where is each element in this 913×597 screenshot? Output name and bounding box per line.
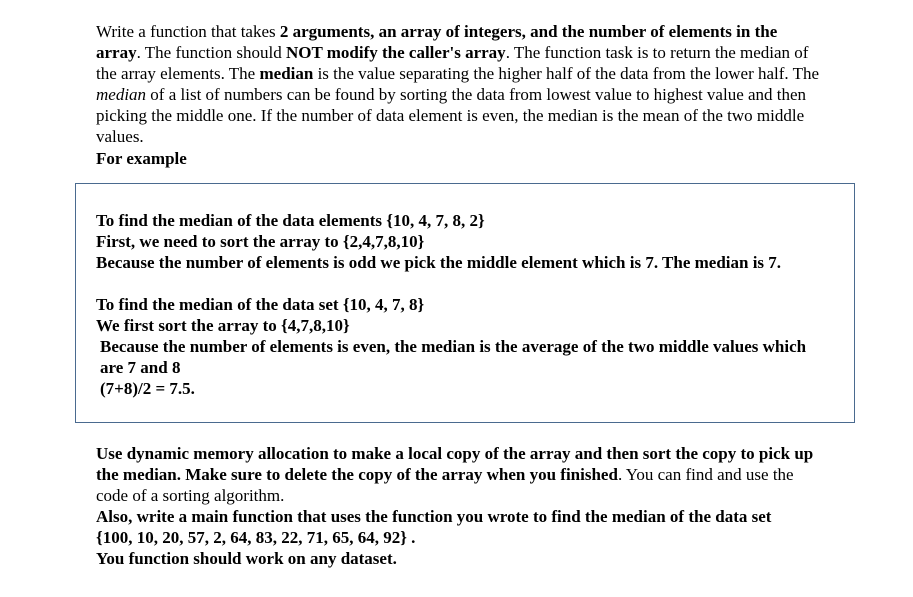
even-example-line-1: To find the median of the data set {10, 4, 7, 8} xyxy=(96,295,425,314)
example-spacer xyxy=(96,273,826,294)
intro-text-4: is the value separating the higher half of the data from the lower half. The xyxy=(313,64,820,83)
even-example-line-4: (7+8)/2 = 7.5. xyxy=(100,379,195,398)
intro-text-1: Write a function that takes xyxy=(96,22,280,41)
intro-text-5: of a list of numbers can be found by sorting the data from lowest value to highest value and then picking the middle one. If the number of data element is even, the median is the mean of the two middle values. xyxy=(96,85,807,146)
intro-text-3: . The function task is to return the median of the array elements. The xyxy=(96,43,809,83)
intro-median-bold: median xyxy=(259,64,314,83)
intro-not-modify-bold: NOT modify the caller's array xyxy=(285,43,506,62)
intro-median-italic: median xyxy=(96,85,147,104)
intro-paragraph xyxy=(96,21,826,147)
instructions-dataset: {100, 10, 20, 57, 2, 64, 83, 22, 71, 65, 64, 92} . xyxy=(96,528,416,547)
example-box xyxy=(75,183,855,423)
instructions-any-dataset-bold: You function should work on any dataset. xyxy=(96,549,397,568)
odd-example-line-1: To find the median of the data elements {10, 4, 7, 8, 2} xyxy=(96,211,485,230)
intro-arguments-bold: 2 arguments, an array of integers, and the number of elements in the array xyxy=(96,22,778,62)
intro-text-2: . The function should xyxy=(136,43,286,62)
instructions-paragraph xyxy=(96,443,826,569)
instructions-text-1: . You can find and use the code of a sorting algorithm. xyxy=(96,465,794,505)
odd-example-line-3: Because the number of elements is odd we pick the middle element which is 7. The median is 7. xyxy=(96,253,782,272)
example-heading: For example xyxy=(96,149,187,168)
odd-example-line-2: First, we need to sort the array to {2,4,7,8,10} xyxy=(96,232,425,251)
even-example-line-3: Because the number of elements is even, the median is the average of the two middle values which are 7 and 8 xyxy=(100,337,807,377)
example-box-content xyxy=(96,210,826,399)
even-example-line-2: We first sort the array to {4,7,8,10} xyxy=(96,316,350,335)
instructions-main-function-bold: Also, write a main function that uses the function you wrote to find the median of the data set xyxy=(96,507,772,526)
instructions-dynamic-memory-bold: Use dynamic memory allocation to make a local copy of the array and then sort the copy to pick up the median. Make sure to delete the copy of the array when you finished xyxy=(96,444,814,484)
